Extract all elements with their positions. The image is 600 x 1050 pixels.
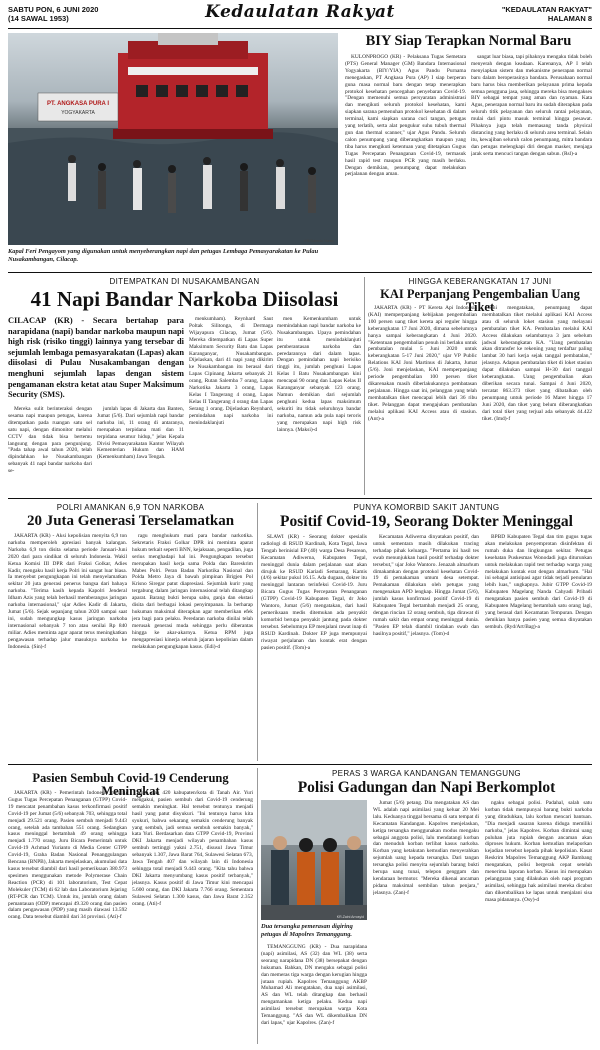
arrest-photo-caption: Dua tersangka pemerasan digiring petugas di Mapolres Temanggung. [261,923,353,938]
photo-credit: KR-Zaini Arrosyid [336,915,364,919]
page-info: "KEDAULATAN RAKYAT" HALAMAN 8 [501,5,592,23]
temanggung-column-1: TEMANGGUNG (KR) - Dua narapidana (napi) asimilasi, AS (32) dan WL (38) serta seorang narapidana DN (38) bersepakat dengan hukuman. Bahkan, DN mengaku sebagai polisi dan memeras tiga warga dengan kerugian hingga jutaan rupiah. Kapolres Temanggung AKBP Muhamad Ali mengatakan, dua napi asimilasi, AS dan WL telah ditangkap dan berhasil mengamankan ketiga pelaku. Kedua napi asimilasi tersebut merupakan warga Kota Temanggung. "AS dan WL dikembalikan DN dari lapas," ujar Kapolres. (Zan)-f [261,944,367,1026]
dokter-headline: Positif Covid-19, Seorang Dokter Meninggal [280,513,573,530]
narkoba-column-2: ragu menghukum mati para bandar narkotika. Sekretaris Fraksi Golkar DPR ini meminta aparat hukum terkait seperti BNN, kejaksaan, pengadilan, juga serius menghadapi hal ini. Pengungkapan tersebut merupakan hasil kerja sama Polda dan Bareskrim Mabes Polri. Peran Badan Narkotika Nasional dan Polda Metro Jaya di bawah pimpinan Brigjen Pol Krisno Siregar patut diapresiasi. Sejumlah kurir yang tergabung dalam jaringan internasional telah ditangkap aparat. Barang bukti berupa sabu, ganja dan ekstasi disita dari berbagai lokasi penyimpanan. Ia berharap hukuman maksimal diterapkan agar memberikan efek jera bagi para pelaku. Peredaran narkoba dinilai telah merusak generasi muda sehingga perlu diberantas hingga ke akar-akarnya. Ketua RPM juga mengapresiasi kinerja seluruh jajaran kepolisian dalam melakukan pengungkapan kasus. (Edi)-d [132,533,253,650]
napi-column-3: menkumham). Reynhard Saut Poltak Silitonga, di Dermaga Wijayapura Cilacap, Jumat (5/6). Mereka ditempatkan di Lapas Super Maksimum Security Batu dan Lapas Karanganyar, Nusakambangan. Dijelaskan, dari 41 napi yang dikirim ke Nusakambangan itu berasal dari Lapas Cipinang Jakarta sebanyak 21 orang, Rutan Salemba 7 orang, Lapas Narkotika Jakarta 3 orang, Lapas Kelas I Tangerang 4 orang, Lapas Kelas II Tangerang 4 orang dan Lapas Serang 1 orang. Dijelaskan Reynhard, pemindahan napi narkoba ini menindaklanjuti [189,316,273,426]
sembuh-headline: Pasien Sembuh Covid-19 Cenderung Meningkat [32,771,229,799]
narkoba-column-1: JAKARTA (KR) - Aksi kepolisian menyita 6,9 ton narkoba memperoleh apresiasi banyak kalangan. Narkoba 6,9 ton disita selama periode Januari-Juni 2020 dari para sindikat di seluruh Indonesia. Wakil Ketua Komisi III DPR dari Fraksi Golkar, Adies Kadir, mengaku hasil kerja Polri ini sangat luar biasa. Ia menyebut pengungkapan ini telah menyelamatkan sekitar 20 juta generasi penerus bangsa dari bahaya narkoba. "Terima kasih kepada Kapolri Jenderal Idham Azis yang telah berhasil memberangus jaringan narkoba internasional," ujar Adies Kadir di Jakarta, Jumat (5/6). Sejak sepanjang tahun 2020 sampai saat ini, sudah mengungkap kasus jaringan narkoba internasional sebanyak 7 ton atau senilai Rp 840 miliar. Adies meminta agar aparat terus meningkatkan pengawasan terhadap jalur masuknya narkoba ke Indonesia. (Sin)-f [8,533,127,650]
divider [8,498,592,499]
biy-headline: BIY Siap Terapkan Normal Baru [365,33,572,49]
sembuh-column-2: vinsi dan 420 kabupaten/kota di Tanah Air. Yuri mengakui, pasien sembuh dari Covid-19 cenderung semakin meningkat. Hal tersebut tentunya menjadi hasil yang patut disyukuri. "Ini tentunya harus kita syukuri, bahwa sekarang semakin cenderung banyak yang sembuh, jadi semua sembuh semakin banyak," kata Yuri. Berdasarkan data GTPP Covid-19, Provinsi DKI Jakarta menjadi wilayah penambahan kasus sembuh tertinggi yakni 2.751, disusul Jawa Timur sebanyak 1.307, Jawa Barat 764, Sulawesi Selatan 673, Jawa Tengah 407 dan wilayah lain di Indonesia sehingga total menjadi 9.443 orang. "Kita tahu bahwa DKI Jakarta menyumbang kasus positif terbanyak," jelasnya. Kasus positif di Jawa Timur kini mencapai 5.600 orang, dan DKI Jakarta 7.766 orang. Sementara Sulawesi Selatan 1.300 kasus, dan Jawa Barat 2.352 orang. (Ati)-f [132,790,253,907]
napi-headline: 41 Napi Bandar Narkoba Diisolasi [30,287,339,311]
arrest-scene [261,800,367,920]
photo-credit: KR/Sukanto Nursiy [304,239,334,243]
divider [8,764,592,765]
temanggung-kicker: PERAS 3 WARGA KANDANGAN TEMANGGUNG [332,769,521,778]
narkoba-headline: 20 Juta Generasi Terselamatkan [26,513,235,529]
biy-column-2: sangat luar biasa, tapi pihaknya mengaku tidak boleh menyerah dengan keadaan. Karenanya, AP I telah menyiapkan sistem dan mekanisme penerapan normal baru dalam beroperasinya bandara. Perusahaan normal baru harus bisa memberikan pelayanan prima kepada semua pengguna jasa, sehingga mereka bisa mengakses BIY sebagai tempat yang aman dan nyaman. Kata Agus, penerapan normal baru itu sudah diterapkan pada seluruh titik pelayanan dan seluruh rantai pelayanan, mulai dari pintu masuk terminal hingga pesawat. Pihaknya juga telah memasang tanda physical distancing yang berlaku di seluruh area terminal. Selain itu, kewajiban seluruh calon penumpang, mitra bandara dan petugas melengkapi diri dengan masker, menjaga jarak serta mencuci tangan dengan sabun. (Rsl)-a [471,54,592,157]
arrest-photo [261,800,367,920]
dokter-kicker: PUNYA KOMORBID SAKIT JANTUNG [353,503,500,512]
masthead-logo: Kedaulatan Rakyat [205,2,395,22]
divider [8,272,592,273]
kai-column-2: Joni mengatakan, penumpang dapat membatalkan tiket melalui aplikasi KAI Access atau di seluruh loket stasiun yang melayani pembatalan tiket KA. Pembatalan melalui KAI Access dilakukan selambatnya 3 jam sebelum jadwal keberangkatan KA. "Uang pembatalan akan ditransfer ke rekening yang terdaftar paling lambat 30 hari kerja sejak tanggal pembatalan," jelasnya. Adapun pembatalan tiket di loket stasiun dapat dilakukan sampai H+30 dari tanggal keberangkatan. Uang pengembalian akan diberikan secara tunai. Sampai 4 Juni 2020, tercatat 863.373 tiket yang dibatalkan oleh penumpang untuk periode 16 Maret hingga 17 Juni 2020, dan tiket yang belum diberangkatkan dari total tiket yang terjual ada sebanyak 44.422 tiket. (Imd)-f [482,305,592,422]
temanggung-column-2: Jumat (5/6) petang. Dia mengatakan AS dan WL adalah napi asimilasi yang keluar 20 Mei lalu. Keduanya tinggal bersama di satu tempat di Kecamatan Kandangan. Kapolres menjelaskan, ketiga tersangka menggunakan modus mengaku sebagai anggota polisi, lalu mendatangi korban dan menuduh korban terlibat kasus narkoba. Korban yang ketakutan kemudian menyerahkan sejumlah uang kepada tersangka. Dari tangan tersangka polisi menyita sejumlah barang bukti berupa uang tunai, telepon genggam dan kendaraan bermotor. "Mereka dikenai ancaman pidana maksimal sembilan tahun penjara," jelasnya. (Zan)-f [373,800,479,896]
kai-column-1: JAKARTA (KR) - PT Kereta Api Indonesia (KAI) memperpanjang kebijakan pengembalian 100 persen uang tiket kereta api reguler hingga keberangkatan 17 Juni 2020, dimana sebelumnya hanya sampai keberangkatan 4 Juni 2020. "Ketentuan pengembalian penuh ini berlaku untuk pembatalan mulai 5 Juni 2020 untuk keberangkatan 5-17 Juni 2020," ujar VP Public Relations KAI Joni Martinus di Jakarta, Jumat (5/6). Joni menjelaskan, KAI memperpanjang periode pengembalian 100 persen tiket dikarenakan masih diberlakukannya pembatasan perjalanan. Hingga saat ini, pelanggan yang telah membatalkan tiket mencapai lebih dari 36 ribu tiket. Pelanggan dapat mengajukan pembatalan melalui aplikasi KAI Access atau di stasiun. (Ant)-a [368,305,477,422]
napi-lead: CILACAP (KR) - Secara bertahap para narapidana (napi) bandar narkoba maupun napi high risk (risiko tinggi) lainnya yang tersebar di sejumlah lembaga pemasyarakatan (Lapas) akan diisolasi di Pulau Nusakambangan dengan menghuni sejumlah lapas dengan sistem pengamanan ekstra ketat atau Super Maksimum Security (SMS). [8,316,184,400]
divider [257,503,258,761]
dokter-column-1: SLAWI (KR) - Seorang dokter spesialis radiologi di RSUD Kardinah, Kota Tegal, Jawa Tengah berinisial EP (40) warga Desa Pesarean, Kecamatan Adiwerna, Kabupaten Tegal, meninggal dunia dalam perjalanan saat akan dirujuk ke RSUD Kariadi Semarang, Kamis (4/6) sekitar pukul 16.15. Ada dugaan, dokter itu meninggal lantaran terinfeksi Covid-19. Juru Bicara Gugus Tugas Percepatan Penanganan (GTPP) Covid-19 Kabupaten Tegal, dr Joko Wantoro, Jumat (5/6) mengatakan, dari hasil pemeriksaan medis ditemukan ada penyakit komorbid berupa penyakit jantung pada dokter tersebut. Sebelumnya EP menjalani rawat inap di RSUD Kardinah. Dokter EP juga mempunyai riwayat perjalanan dan kontak erat dengan pasien positif. (Tom)-a [261,534,367,651]
ferry-scene [8,33,338,245]
ferry-photo [8,33,338,245]
temanggung-column-3: ngaku sebagai polisi. Padahal, salah satu korban tidak mempunyai barang bukti narkoba yang dituduhkan, lalu korban mencari bantuan. "Dia menjadi sasaran karena diduga memiliki narkoba," jelas Kapolres. Korban dimintai uang puluhan juta rupiah dengan ancaman akan diproses hukum. Korban kemudian melaporkan kejadian tersebut kepada pihak kepolisian. Kasat Reskrim Mapolres Temanggung AKP Bambang mengatakan, polisi bergerak cepat setelah menerima laporan korban. Kasus ini merupakan pelanggaran yang dilakukan oleh napi program asimilasi, sehingga hak asimilasi mereka dicabut dan dikembalikan ke lapas untuk menjalani sisa masa pidananya. (Osy)-d [485,800,592,903]
divider [364,277,365,495]
divider [257,768,258,1044]
biy-column-1: KULONPROGO (KR) - Pelaksana Tugas Semetara (PTS) General Manager (GM) Bandara Internasional Yogyakarta (BIY/YIA) Agus Pandu Purnama menegaskan, PT Angkasa Pura (AP) I siap berperan guna masa normal baru dengan tetap menerapkan protokol kesehatan pencegahan penyebaran Covid-19. "Dengan memenuhi semua persyaratan administrasi dan mengikuti seluruh protokol kesehatan, kami siapkan sarana pemenuhan protokol kesehatan di dalam terminal, kami siapkan sarana cuci tangan, petugas yang terlatih, serta alat pengukur suhu tubuh thermal gun dan thermal scanner," ujar Agus Pandu. Seluruh calon penumpang yang diberangkatkan maupun yang tiba harus mengikuti ketentuan yang ditetapkan Gugus Tugas Percepatan Penanganan Covid-19, termasuk hasil rapid test maupun PCR yang masih berlaku. Dengan demikian, penumpang dapat melakukan perjalanan dengan aman. [345,54,466,178]
edition-date: SABTU PON, 6 JUNI 2020 (14 SAWAL 1953) [8,5,99,23]
dokter-column-3: BPBD Kabupaten Tegal dan tim gugus tugas akan melakukan penyemprotan disinfektan di rumah duka dan lingkungan sekitar. Petugas kesehatan Puskesmas Wonodadi juga diturunkan untuk melakukan rapid test terhadap warga yang melakukan kontak erat dengan almarhum. "Hal ini sebagai antisipasi agar tidak terjadi penularan lebih luas," ungkapnya. Jubir GTPP Covid-19 Kabupaten Magelang Nanda Cahyadi Pribadi mengatakan pasien sembuh dari Covid-19 di Kabupaten Magelang bertambah satu orang lagi, yang berasal dari Kecamatan Tempuran. Dengan demikian hanya pasien yang semua dinyatakan sembuh. (Ryd/Art/Bag)-a [485,534,592,630]
temanggung-headline: Polisi Gadungan dan Napi Berkomplot [297,779,556,796]
header-rule [8,28,592,29]
banner-text-1: PT. ANGKASA PURA I [46,101,110,107]
kai-headline: KAI Perpanjang Pengembalian Uang Tiket [380,287,580,315]
narkoba-kicker: POLRI AMANKAN 6,9 TON NARKOBA [56,503,205,512]
sembuh-column-1: JAKARTA (KR) - Pemerintah Indonesia melalui Gugus Tugas Percepatan Penanganan (GTPP) Covid-19 mencatat penambahan kasus terkonfirmasi positif Covid-19 per Jumat (5/6) sebanyak 703, sehingga total menjadi 29.521 orang. Pasien sembuh menjadi 9.443 orang, setelah ada tambahan 551 orang. Sedangkan kasus meninggal bertambah 49 orang sehingga menjadi 1.770 orang. Juru Bicara Pemerintah untuk Covid-19 Achmad Yurianto di Media Center GTPP Covid-19, Graha Badan Nasional Penanggulangan Bencana (BNPB), Jakarta menjelaskan, akumulasi data kasus tersebut diambil dari hasil pemeriksaan 380.973 spesimen menggunakan metode Polymerase Chain Reaction (PCR) di 101 laboratorium, Test Cepat Molekuler (TCM) di 62 lab dan Laboratorium Jejaring (RT-PCR dan TCM). Untuk itu, jumlah orang dalam pemantauan (ODP) mencapai 49.320 orang dan pasien dalam pengawasan (PDP) yang masih diawasi 13.592 orang. Data tersebut diambil dari 34 provinsi. (Ati)-f [8,790,127,921]
ferry-photo-caption: Kapal Feri Pengayom yang digunakan untuk menyeberangkan napi dan petugas Lembaga Pemasyarakatan ke Pulau Nusakambangan, Cilacap. [8,248,319,263]
dokter-column-2: Kecamatan Adiwerna dinyatakan positif, dan untuk sementara masih dilakukan tracing terhadap pihak keluarga. "Pertama ini hasil tes swab menunjukkan hasil positif terhadap dokter tersebut," ujar Joko Wantoro. Jenazah almarhum dimakamkan dengan protokol kesehatan Covid-19 di pemakaman umum desa setempat. Pemakaman dilakukan oleh petugas yang mengenakan APD lengkap. Hingga Jumat (5/6), jumlah kasus konfirmasi positif Covid-19 di Kabupaten Tegal bertambah menjadi 25 orang, dengan rincian 12 orang sembuh, tiga dirawat di rumah sakit dan empat orang meninggal dunia. "Pasien EP telah diambil tindakan swab dan hasilnya positif," jelasnya. (Tom)-d [373,534,479,637]
napi-column-2: jumlah lapas di Jakarta dan Banten, Jumat (5/6). Dari sejumlah napi bandar narkoba ini, 11 orang di antaranya, merupakan terpidana mati dan 11 terpidana seumur hidup," jelas Kepala Divisi Pemasyarakatan Kantor Wilayah Kementerian Hukum dan HAM (Kemenkumham) Jawa Tengah. [97,406,184,461]
banner-text-2: YOGYAKARTA [61,110,95,116]
napi-kicker: DITEMPATKAN DI NUSAKAMBANGAN [109,277,260,286]
kai-kicker: HINGGA KEBERANGKATAN 17 JUNI [408,277,552,286]
napi-column-1: Mereka sulit berinteraksi dengan sesama napi maupun petugas, karena ditempatkan pada ruangan satu sel satu napi, dengan dimonitor melalui CCTV dan tidak bisa bertemu langsung dengan para pengunjung. "Pada tahap awal tahun 2020, telah dipindahkan ke Nusakambangan sebanyak 41 napi bandar narkoba dari se- [8,406,92,475]
napi-column-4: men Kemenkumham untuk memindahkan napi bandar narkoba ke Nusakambangan. Upaya pemindahan itu untuk menindaklanjuti pemberantasan narkoba dan peredarannya dari dalam lapas. Dengan pemindahan napi berisiko tinggi itu, jumlah penghuni Lapas Kelas I Batu Nusakambangan kini mencapai 90 orang dan Lapas Kelas II Karanganyar sebanyak 123 orang. Namun demikian dari sejumlah penghuni kedua lapas maksimum sekuriti itu tidak seluruhnya bandar narkoba, namun ada pula napi teroris yang merupakan napi high risk lainnya. (Maksi)-d [277,316,361,433]
